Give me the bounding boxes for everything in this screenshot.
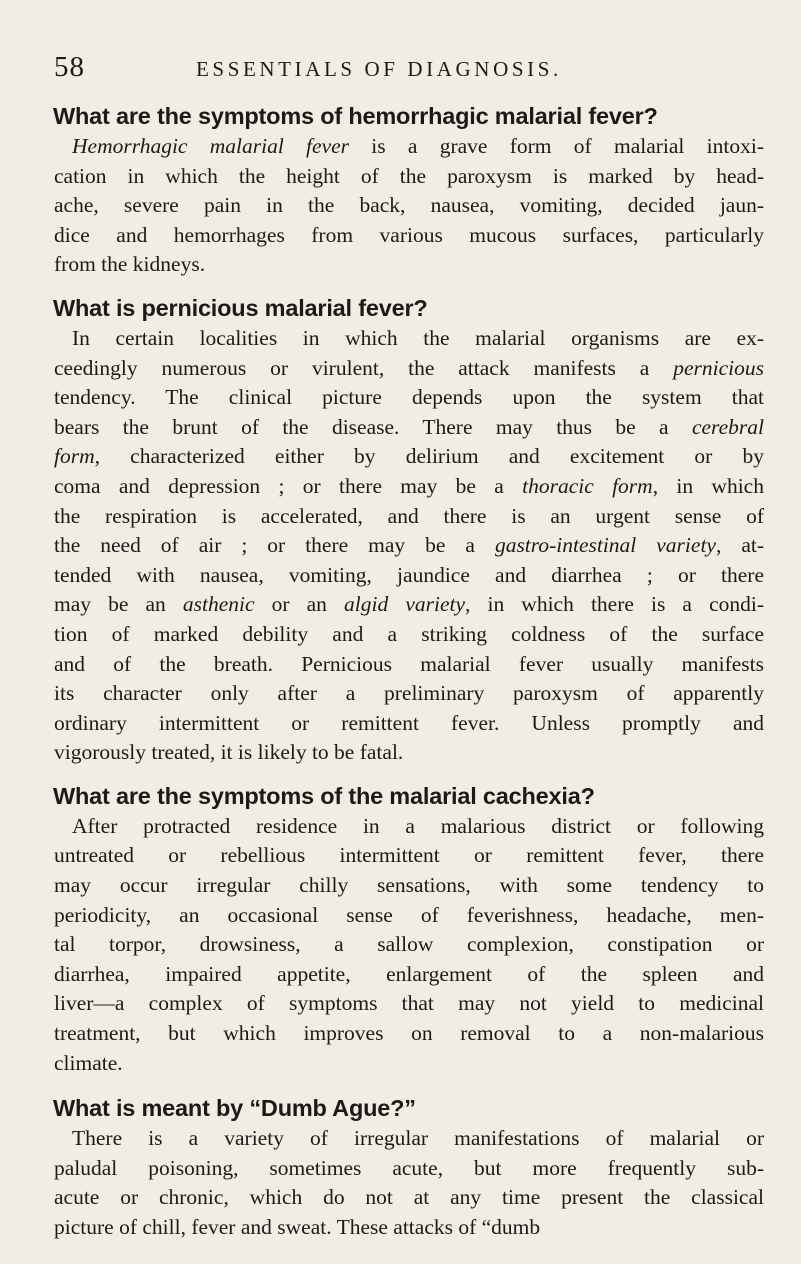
text-line bbox=[54, 191, 764, 221]
text-run: may be an bbox=[54, 592, 183, 617]
text-run: bears the brunt of the disease. There may thus be a bbox=[54, 414, 692, 439]
answer-paragraph bbox=[48, 132, 764, 280]
text-run: untreated or rebellious intermittent or remittent fever, there bbox=[54, 843, 764, 868]
text-line bbox=[54, 709, 764, 739]
text-run: ache, severe pain in the back, nausea, vomiting, decided jaun- bbox=[54, 193, 764, 218]
text-run: and of the breath. Pernicious malarial fever usually manifests bbox=[54, 651, 764, 676]
qa-section bbox=[48, 1092, 764, 1242]
text-line bbox=[54, 502, 764, 532]
italic-term: gastro-intestinal variety bbox=[494, 533, 716, 558]
text-line bbox=[54, 354, 764, 384]
text-run: vigorously treated, it is likely to be fatal. bbox=[54, 740, 404, 765]
italic-term: asthenic bbox=[182, 592, 255, 617]
text-run: from the kidneys. bbox=[54, 252, 206, 277]
text-line bbox=[54, 960, 764, 990]
text-line bbox=[54, 132, 764, 162]
text-run: treatment, but which improves on removal to a non-malarious bbox=[54, 1021, 764, 1046]
text-run: tendency. The clinical picture depends upon the system that bbox=[54, 385, 764, 410]
text-run: periodicity, an occasional sense of feverishness, headache, men- bbox=[54, 902, 764, 927]
text-line bbox=[54, 221, 764, 251]
answer-paragraph bbox=[48, 1124, 764, 1242]
italic-term: algid variety bbox=[344, 592, 466, 617]
text-line bbox=[54, 472, 764, 502]
text-run: diarrhea, impaired appetite, enlargement of the spleen and bbox=[54, 961, 764, 986]
text-line bbox=[54, 561, 764, 591]
text-line bbox=[54, 841, 764, 871]
text-line bbox=[54, 812, 764, 842]
qa-section bbox=[48, 100, 764, 280]
text-line bbox=[54, 1049, 764, 1079]
italic-term: form bbox=[54, 444, 95, 469]
text-run: picture of chill, fever and sweat. These attacks of “dumb bbox=[54, 1215, 541, 1239]
text-run: After protracted residence in a malarious district or following bbox=[72, 813, 764, 838]
text-line bbox=[54, 590, 764, 620]
text-line bbox=[54, 989, 764, 1019]
question-heading: What is pernicious malarial fever? bbox=[53, 294, 428, 321]
text-run: liver—a complex of symptoms that may not yield to medicinal bbox=[54, 991, 764, 1016]
text-run: tal torpor, drowsiness, a sallow complexion, constipation or bbox=[54, 932, 764, 957]
text-line bbox=[54, 738, 764, 768]
text-line bbox=[54, 531, 764, 561]
text-line bbox=[54, 324, 764, 354]
running-title: ESSENTIALS OF DIAGNOSIS. bbox=[196, 57, 562, 81]
question-heading: What is meant by “Dumb Ague?” bbox=[53, 1095, 416, 1122]
text-run: or an bbox=[254, 592, 345, 617]
text-run: climate. bbox=[54, 1050, 123, 1075]
qa-section bbox=[48, 780, 764, 1078]
text-run: cation in which the height of the paroxysm is marked by head- bbox=[54, 163, 764, 188]
text-run: ordinary intermittent or remittent fever. Unless promptly and bbox=[54, 710, 764, 735]
text-run: the respiration is accelerated, and there is an urgent sense of bbox=[54, 503, 764, 528]
text-line bbox=[54, 250, 764, 280]
text-line bbox=[54, 1213, 764, 1243]
text-run: its character only after a preliminary paroxysm of apparently bbox=[54, 681, 764, 706]
text-run: tion of marked debility and a striking coldness of the surface bbox=[54, 621, 764, 646]
italic-term: cerebral bbox=[691, 414, 764, 439]
text-line bbox=[54, 442, 764, 472]
text-run: , in which bbox=[652, 473, 764, 498]
italic-term: thoracic form bbox=[522, 473, 653, 498]
text-line bbox=[54, 1124, 764, 1154]
text-run: , in which there is a condi- bbox=[465, 592, 764, 617]
text-line bbox=[54, 383, 764, 413]
text-line bbox=[54, 930, 764, 960]
text-run: dice and hemorrhages from various mucous surfaces, particularly bbox=[54, 222, 764, 247]
text-line bbox=[54, 413, 764, 443]
text-run: , characterized either by delirium and excitement or by bbox=[94, 444, 764, 469]
question-heading: What are the symptoms of the malarial cachexia? bbox=[53, 782, 595, 809]
book-page bbox=[48, 50, 764, 1243]
text-run: ceedingly numerous or virulent, the attack manifests a bbox=[54, 355, 674, 380]
text-run: acute or chronic, which do not at any time present the classical bbox=[54, 1185, 764, 1210]
qa-section bbox=[48, 292, 764, 768]
text-line bbox=[54, 1019, 764, 1049]
qa-sections bbox=[48, 100, 764, 1243]
italic-term: pernicious bbox=[673, 355, 764, 380]
text-run: may occur irregular chilly sensations, with some tendency to bbox=[54, 873, 764, 898]
text-run: In certain localities in which the malarial organisms are ex- bbox=[72, 325, 764, 350]
text-line bbox=[54, 679, 764, 709]
text-run: paludal poisoning, sometimes acute, but more frequently sub- bbox=[54, 1155, 764, 1180]
text-line bbox=[54, 162, 764, 192]
answer-paragraph bbox=[48, 324, 764, 768]
page-number: 58 bbox=[54, 51, 85, 83]
text-run: tended with nausea, vomiting, jaundice and diarrhea ; or there bbox=[54, 562, 764, 587]
text-run: the need of air ; or there may be a bbox=[54, 533, 495, 558]
text-line bbox=[54, 901, 764, 931]
text-run: There is a variety of irregular manifestations of malarial or bbox=[72, 1126, 764, 1151]
text-line bbox=[54, 871, 764, 901]
text-line bbox=[54, 650, 764, 680]
answer-paragraph bbox=[48, 812, 764, 1078]
running-head bbox=[48, 50, 764, 86]
question-heading: What are the symptoms of hemorrhagic malarial fever? bbox=[53, 103, 658, 129]
text-run: is a grave form of malarial intoxi- bbox=[349, 134, 764, 158]
text-line bbox=[54, 1183, 764, 1213]
text-line bbox=[54, 620, 764, 650]
italic-term: Hemorrhagic malarial fever bbox=[72, 134, 350, 158]
text-run: , at- bbox=[715, 533, 764, 558]
text-run: coma and depression ; or there may be a bbox=[54, 473, 523, 498]
text-line bbox=[54, 1154, 764, 1184]
